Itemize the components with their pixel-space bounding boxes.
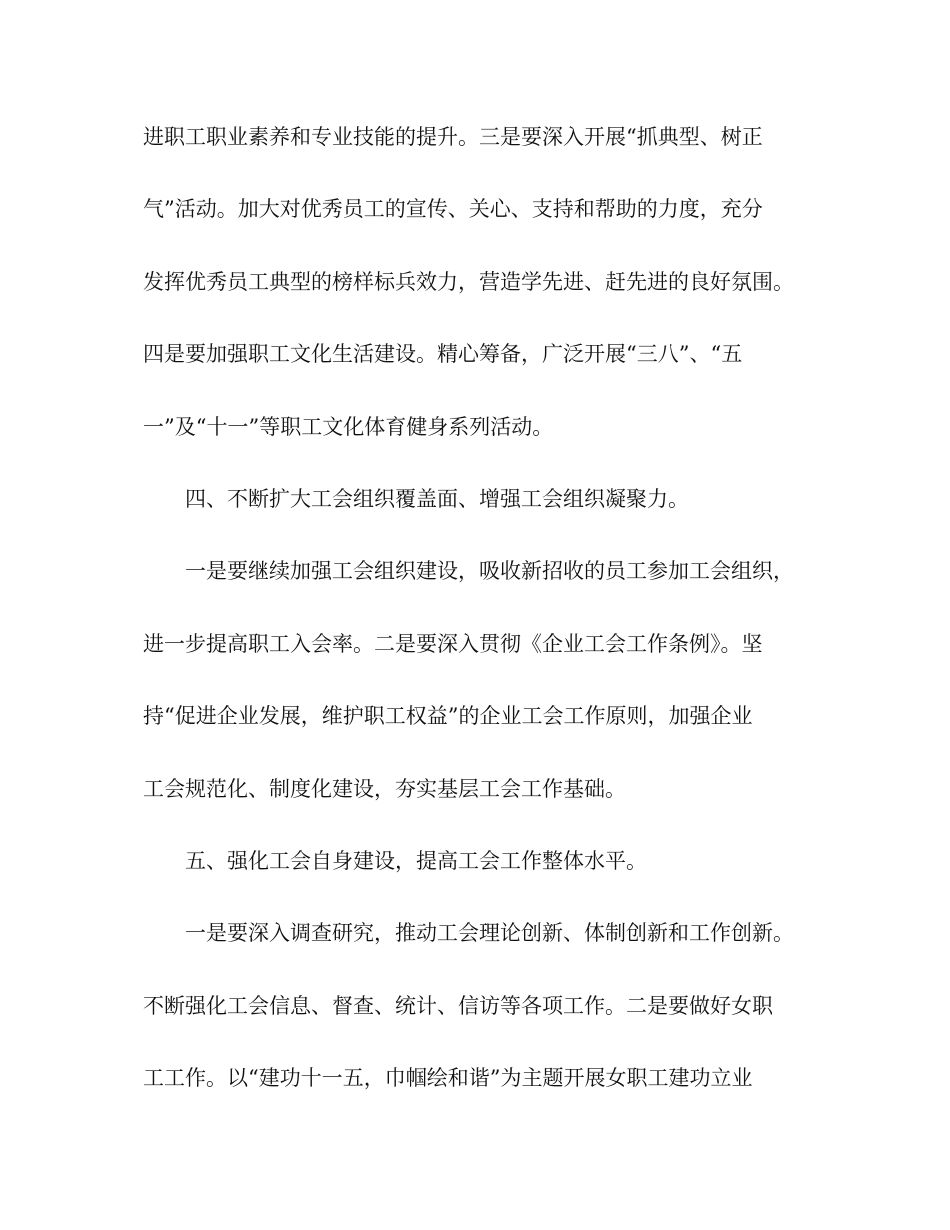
text-line: 四是要加强职工文化生活建设。精心筹备，广泛开展“三八”、“五: [143, 342, 743, 367]
text-line: 工工作。以“建功十一五，巾帼绘和谐”为主题开展女职工建功立业: [143, 1066, 753, 1091]
text-line: 进一步提高职工入会率。二是要深入贯彻《企业工会工作条例》。坚: [143, 631, 763, 656]
text-line: 持“促进企业发展，维护职工权益”的企业工会工作原则，加强企业: [143, 704, 753, 729]
text-line: 一”及“十一”等职工文化体育健身系列活动。: [143, 414, 554, 439]
text-line: 工会规范化、制度化建设，夯实基层工会工作基础。: [143, 776, 626, 801]
text-line: 气”活动。加大对优秀员工的宣传、关心、支持和帮助的力度，充分: [143, 197, 763, 222]
section-heading: 五、强化工会自身建设，提高工会工作整体水平。: [185, 848, 647, 873]
text-line: 不断强化工会信息、督查、统计、信访等各项工作。二是要做好女职: [143, 993, 773, 1018]
document-body: [143, 124, 808, 1137]
paragraph-first-line: 一是要深入调查研究，推动工会理论创新、体制创新和工作创新。: [185, 921, 794, 946]
section-heading: 四、不断扩大工会组织覆盖面、增强工会组织凝聚力。: [185, 486, 689, 511]
text-line: 发挥优秀员工典型的榜样标兵效力，营造学先进、赶先进的良好氛围。: [143, 269, 794, 294]
paragraph-first-line: 一是要继续加强工会组织建设，吸收新招收的员工参加工会组织，: [185, 559, 794, 584]
text-line: 进职工职业素养和专业技能的提升。三是要深入开展“抓典型、树正: [143, 125, 763, 149]
